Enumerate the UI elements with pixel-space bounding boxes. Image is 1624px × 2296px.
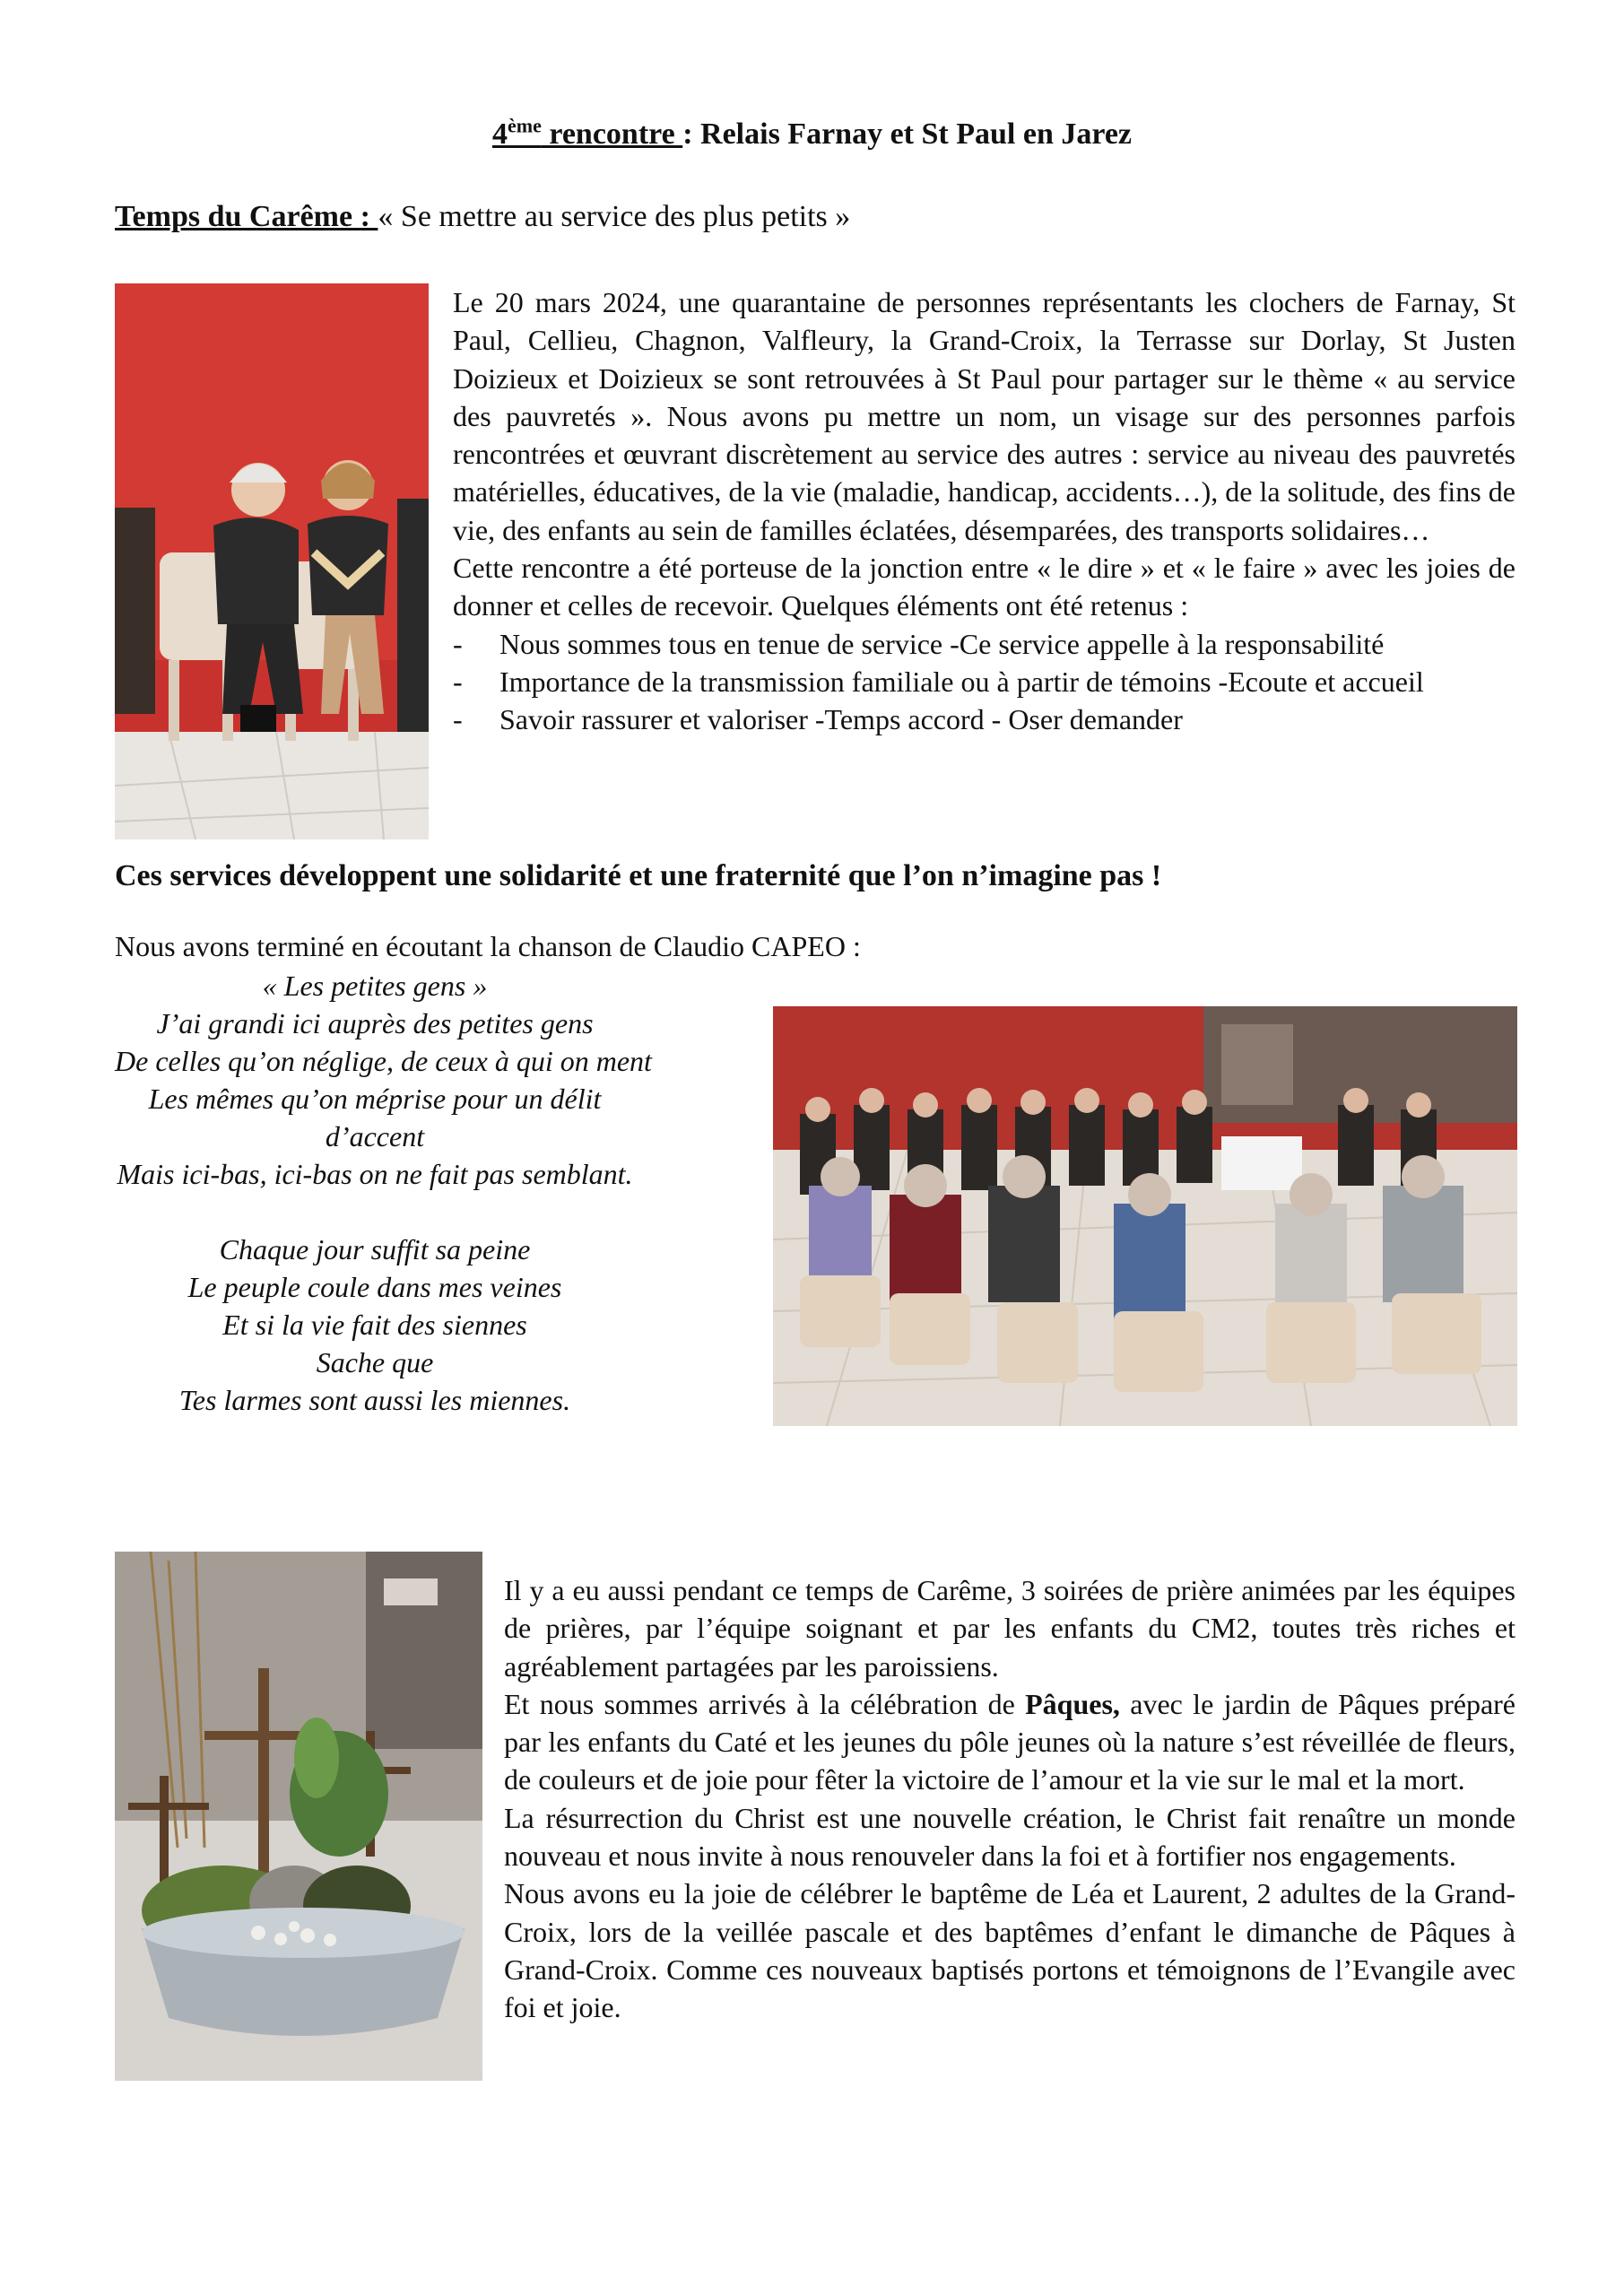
song-title: « Les petites gens » <box>262 970 488 1002</box>
intro-text <box>453 283 1515 739</box>
easter-text <box>504 1571 1515 2027</box>
song-lyrics <box>115 967 652 1419</box>
photo-women-seated <box>115 283 429 839</box>
song-introduction: Nous avons terminé en écoutant la chanson de Claudio CAPEO : <box>115 930 861 962</box>
lyric-line: Tes larmes sont aussi les miennes. <box>178 1384 571 1416</box>
lyric-line: Mais ici-bas, ici-bas on ne fait pas semblant. <box>117 1158 633 1190</box>
lyric-line: Chaque jour suffit sa peine <box>219 1233 531 1265</box>
photo-easter-garden <box>115 1552 482 2081</box>
easter-paragraph-4: Nous avons eu la joie de célébrer le baptême de Léa et Laurent, 2 adultes de la Grand-Croix, lors de la veillée pascale et des baptêmes d’enfant le dimanche de Pâques à Grand-Croix. Comme ces nouveaux baptisés portons et témoignons de l’Evangile avec foi et joie. <box>504 1877 1515 2024</box>
list-item: - Nous sommes tous en tenue de service -Ce service appelle à la responsabilité <box>453 627 1385 660</box>
conclusion-statement: Ces services développent une solidarité et une fraternité que l’on n’imagine pas ! <box>115 859 1162 892</box>
lyric-line: Les mêmes qu’on méprise pour un délit d’accent <box>148 1083 602 1152</box>
intro-paragraph-2: Cette rencontre a été porteuse de la jonction entre « le dire » et « le faire » avec les joies de donner et celles de recevoir. Quelques éléments ont été retenus : <box>453 552 1515 622</box>
section-quote: « Se mettre au service des plus petits » <box>378 200 851 233</box>
list-item: - Importance de la transmission familiale ou à partir de témoins -Ecoute et accueil <box>453 665 1424 698</box>
lyric-line: De celles qu’on néglige, de ceux à qui on ment <box>115 1045 652 1077</box>
intro-paragraph-1: Le 20 mars 2024, une quarantaine de personnes représentants les clochers de Farnay, St Paul, Cellieu, Chagnon, Valfleury, la Grand-Croix, la Terrasse sur Dorlay, St Justen Doizieux et Doizieux se sont retrouvées à St Paul pour partager sur le thème « au service des pauvretés ». Nous avons pu mettre un nom, un visage sur des personnes parfois rencontrées et œuvrant discrètement au service des autres : service au niveau des pauvretés matérielles, éducatives, de la vie (maladie, handicap, accidents…), de la solitude, des fins de vie, des enfants au sein de familles éclatées, désemparées, des transports solidaires… <box>453 286 1515 546</box>
lyric-line: J’ai grandi ici auprès des petites gens <box>156 1007 594 1039</box>
page-title: 4ème rencontre : Relais Farnay et St Paul en Jarez <box>491 114 1133 151</box>
section-heading: Temps du Carême : « Se mettre au service des plus petits » <box>115 200 851 233</box>
photo-group-circle <box>773 1006 1517 1426</box>
lyric-line: Et si la vie fait des siennes <box>222 1309 527 1341</box>
list-item: - Savoir rassurer et valoriser -Temps accord - Oser demander <box>453 703 1183 736</box>
lyric-line: Le peuple coule dans mes veines <box>187 1271 562 1303</box>
lyric-line: Sache que <box>316 1346 434 1378</box>
easter-highlight: Pâques, <box>1025 1687 1120 1720</box>
easter-paragraph-2: Et nous sommes arrivés à la célébration de Pâques, avec le jardin de Pâques préparé par les enfants du Caté et les jeunes du pôle jeunes où la nature s’est réveillée de fleurs, de couleurs et de joie pour fêter la victoire de l’amour et la vie sur le mal et la mort. <box>504 1687 1515 1796</box>
easter-paragraph-3: La résurrection du Christ est une nouvelle création, le Christ fait renaître un monde nouveau et nous invite à nous renouveler dans la foi et à fortifier nos engagements. <box>504 1801 1515 1873</box>
easter-paragraph-1: Il y a eu aussi pendant ce temps de Carême, 3 soirées de prière animées par les équipes de prières, par l’équipe soignant et par les enfants du CM2, toutes très riches et agréablement partagées par les paroissiens. <box>504 1574 1515 1683</box>
